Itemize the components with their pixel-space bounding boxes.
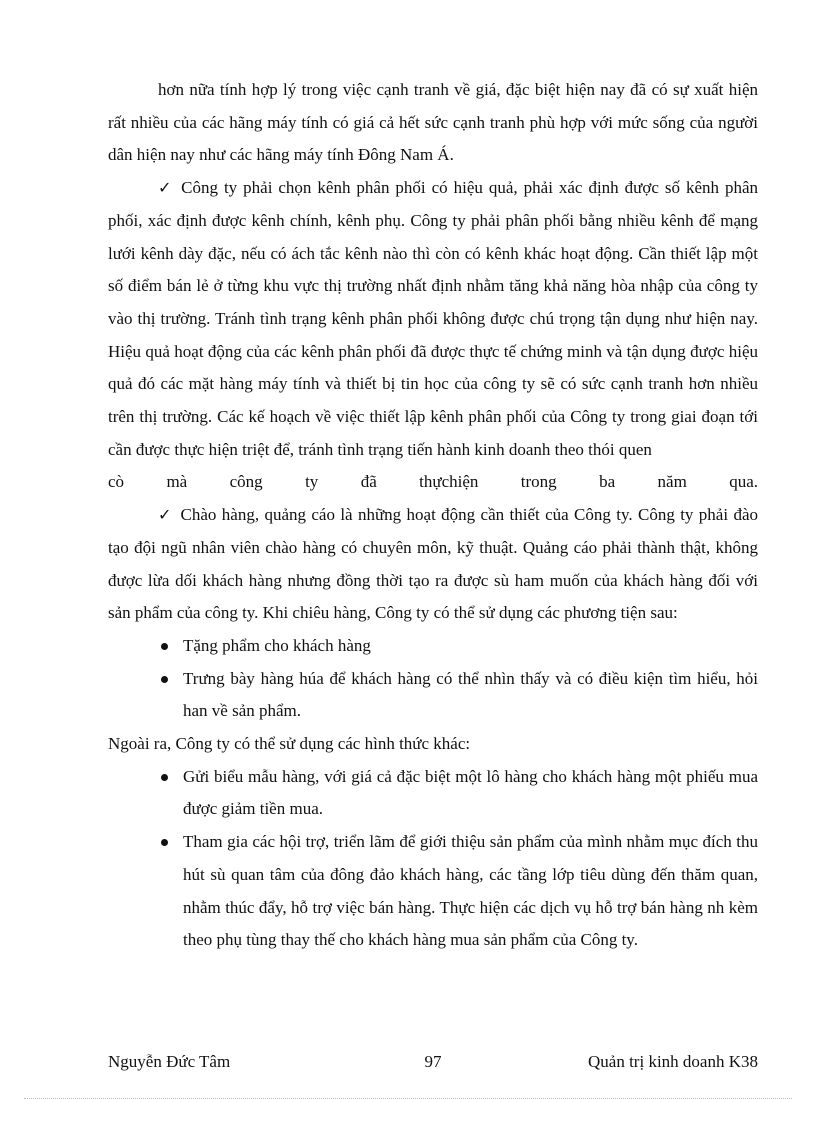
- page-bottom-divider: [24, 1098, 792, 1099]
- list-item: Gửi biểu mẫu hàng, với giá cả đặc biệt một lô hàng cho khách hàng một phiếu mua được giảm tiền mua.: [108, 761, 758, 826]
- checklist-last-line: cò mà công ty đã thựchiện trong ba năm qua.: [108, 472, 758, 492]
- checklist-text: Chào hàng, quảng cáo là những hoạt động cần thiết của Công ty. Công ty phải đào tạo đội ngũ nhân viên chào hàng có chuyên môn, kỹ thuật. Quảng cáo phải thành thật, không được lừa dối khách hàng nhưng đồng thời tạo ra được sù ham muốn của khách hàng đối với sản phẩm của công ty. Khi chiêu hàng, Công ty có thể sử dụng các phương tiện sau:: [108, 505, 758, 623]
- page-body: [108, 74, 758, 957]
- bullet-list-other: [108, 761, 758, 957]
- checkmark-icon: ✓: [158, 505, 173, 525]
- footer-author: Nguyễn Đức Tâm: [108, 1052, 231, 1071]
- list-item: Tặng phẩm cho khách hàng: [108, 630, 758, 663]
- list-item: Trưng bày hàng húa để khách hàng có thể nhìn thấy và có điều kiện tìm hiểu, hỏi han về sản phẩm.: [108, 663, 758, 728]
- list-item: Tham gia các hội trợ, triển lãm để giới thiệu sản phẩm của mình nhằm mục đích thu hút sù quan tâm của đông đảo khách hàng, các tầng lớp tiêu dùng đến thăm quan, nhằm thúc đẩy, hỗ trợ việc bán hàng. Thực hiện các dịch vụ hỗ trợ bán hàng nh kèm theo phụ tùng thay thế cho khách hàng mua sản phẩm của Công ty.: [108, 826, 758, 957]
- bullet-icon: [161, 643, 168, 650]
- bullet-list-means: [108, 630, 758, 728]
- paragraph-continuation: hơn nữa tính hợp lý trong việc cạnh tranh về giá, đặc biệt hiện nay đã có sự xuất hiện rất nhiều của các hãng máy tính có giá cả hết sức cạnh tranh phù hợp với mức sống của người dân hiện nay như các hãng máy tính Đông Nam Á.: [108, 80, 758, 165]
- checklist-item-distribution: [108, 172, 758, 466]
- bullet-icon: [161, 774, 168, 781]
- bullet-icon: [161, 839, 168, 846]
- footer-page-number: 97: [424, 1052, 442, 1071]
- paragraph-other-forms: Ngoài ra, Công ty có thể sử dụng các hình thức khác:: [108, 734, 471, 754]
- bullet-icon: [161, 676, 168, 683]
- footer-course: Quản trị kinh doanh K38: [588, 1052, 758, 1071]
- checklist-item-promotion: [108, 499, 758, 630]
- checklist-text: Công ty phải chọn kênh phân phối có hiệu quả, phải xác định được số kênh phân phối, xác định được kênh chính, kênh phụ. Công ty phải phân phối bằng nhiều kênh để mạng lưới kênh dày đặc, nếu có ách tắc kênh nào thì còn có kênh khác hoạt động. Cần thiết lập một số điểm bán lẻ ở từng khu vực thị trường nhất định nhằm tăng khả năng hòa nhập của công ty vào thị trường. Tránh tình trạng kênh phân phối không được chú trọng tận dụng như hiện nay. Hiệu quả hoạt động của các kênh phân phối đã được thực tế chứng minh và tận dụng được hiệu quả đó các mặt hàng máy tính và thiết bị tin học của công ty sẽ có sức cạnh tranh hơn nhiều trên thị trường. Các kế hoạch về việc thiết lập kênh phân phối của Công ty trong giai đoạn tới cần được thực hiện triệt để, tránh tình trạng tiến hành kinh doanh theo thói quen: [108, 178, 759, 459]
- page-footer: [108, 1052, 758, 1076]
- checkmark-icon: ✓: [158, 178, 174, 198]
